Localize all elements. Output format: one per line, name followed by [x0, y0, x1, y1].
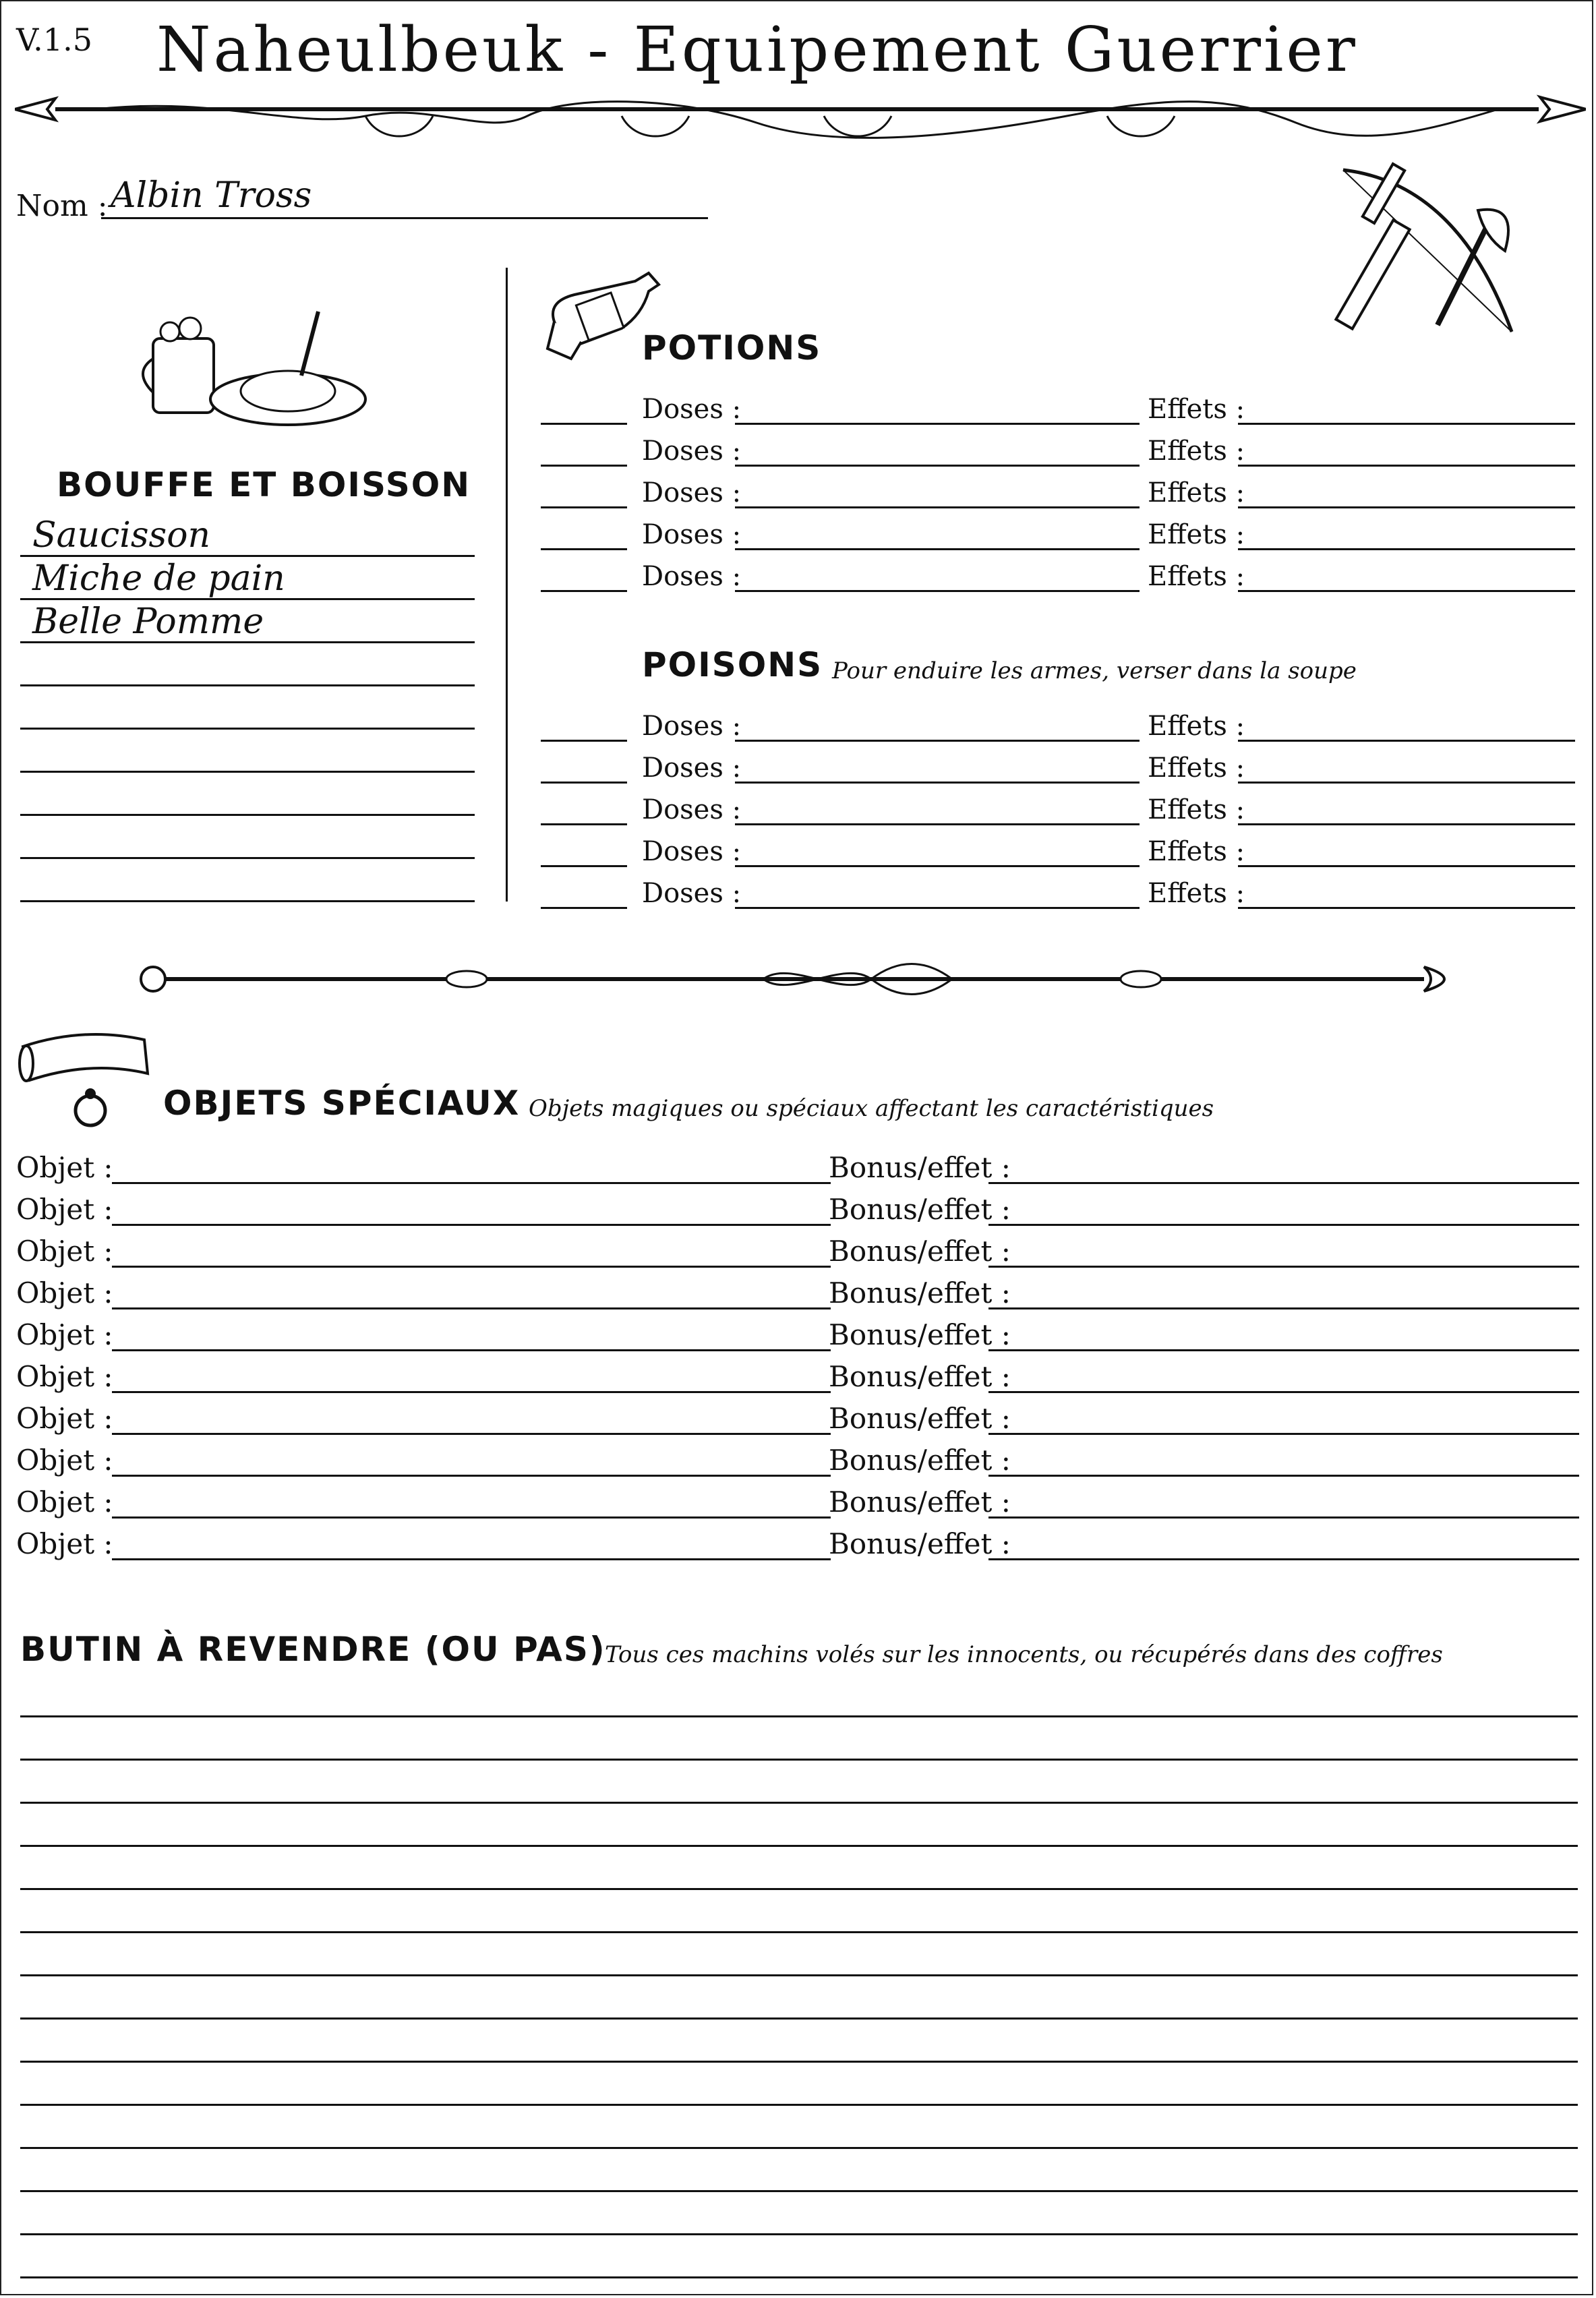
effets-label: Effets : — [1148, 711, 1245, 742]
poisons-subtitle: Pour enduire les armes, verser dans la soupe — [832, 657, 1357, 684]
loot-line[interactable] — [20, 1845, 1578, 1847]
butin-subtitle: Tous ces machins volés sur les innocents, ou récupérés dans des coffres — [605, 1641, 1443, 1668]
food-item-value: Saucisson — [32, 515, 211, 556]
effets-label: Effets : — [1148, 436, 1245, 467]
objet-row[interactable] — [16, 1479, 1579, 1521]
loot-line[interactable] — [20, 1888, 1578, 1890]
doses-label: Doses : — [642, 394, 742, 425]
loot-line[interactable] — [20, 1759, 1578, 1761]
poison-row[interactable] — [541, 870, 1576, 912]
objet-label: Objet : — [16, 1193, 113, 1226]
loot-line[interactable] — [20, 2233, 1578, 2235]
potion-row[interactable] — [541, 469, 1576, 511]
doses-label: Doses : — [642, 836, 742, 867]
poisons-section-title: POISONS — [642, 645, 823, 684]
bonus-label: Bonus/effet : — [829, 1151, 1011, 1184]
doses-label: Doses : — [642, 519, 742, 550]
potion-row[interactable] — [541, 386, 1576, 428]
doses-label: Doses : — [642, 477, 742, 508]
effets-label: Effets : — [1148, 794, 1245, 825]
potion-row[interactable] — [541, 428, 1576, 469]
doses-label: Doses : — [642, 753, 742, 784]
objet-label: Objet : — [16, 1360, 113, 1393]
bonus-label: Bonus/effet : — [829, 1485, 1011, 1519]
effets-label: Effets : — [1148, 477, 1245, 508]
name-label: Nom : — [16, 189, 108, 223]
doses-label: Doses : — [642, 561, 742, 592]
doses-label: Doses : — [642, 436, 742, 467]
objet-row[interactable] — [16, 1396, 1579, 1438]
objet-row[interactable] — [16, 1312, 1579, 1354]
effets-label: Effets : — [1148, 878, 1245, 909]
page-title: Naheulbeuk - Equipement Guerrier — [156, 13, 1358, 86]
potion-row[interactable] — [541, 553, 1576, 595]
objet-row[interactable] — [16, 1187, 1579, 1229]
name-underline — [101, 217, 708, 219]
objet-label: Objet : — [16, 1276, 113, 1309]
effets-label: Effets : — [1148, 519, 1245, 550]
loot-line[interactable] — [20, 2147, 1578, 2149]
tankard-plate-icon — [140, 298, 369, 433]
bonus-label: Bonus/effet : — [829, 1402, 1011, 1435]
potions-section-title: POTIONS — [642, 328, 822, 367]
loot-line[interactable] — [20, 1931, 1578, 1933]
food-item-row[interactable] — [20, 557, 475, 600]
effets-label: Effets : — [1148, 561, 1245, 592]
name-field[interactable]: Albin Tross — [111, 175, 312, 216]
loot-line[interactable] — [20, 1715, 1578, 1717]
food-item-row[interactable] — [20, 686, 475, 730]
objet-row[interactable] — [16, 1229, 1579, 1270]
objet-row[interactable] — [16, 1145, 1579, 1187]
spear-vine-icon — [15, 89, 1586, 143]
objet-label: Objet : — [16, 1527, 113, 1560]
effets-label: Effets : — [1148, 836, 1245, 867]
objet-label: Objet : — [16, 1444, 113, 1477]
bonus-label: Bonus/effet : — [829, 1527, 1011, 1560]
food-item-row[interactable] — [20, 730, 475, 773]
food-item-row[interactable] — [20, 643, 475, 686]
scroll-ring-icon — [16, 1026, 158, 1134]
objet-label: Objet : — [16, 1485, 113, 1519]
effets-label: Effets : — [1148, 394, 1245, 425]
staff-icon — [129, 959, 1465, 999]
objet-row[interactable] — [16, 1521, 1579, 1563]
loot-line[interactable] — [20, 1802, 1578, 1804]
food-item-row[interactable] — [20, 859, 475, 902]
bonus-label: Bonus/effet : — [829, 1318, 1011, 1351]
doses-label: Doses : — [642, 711, 742, 742]
doses-label: Doses : — [642, 794, 742, 825]
poison-row[interactable] — [541, 786, 1576, 828]
butin-section-title: BUTIN À REVENDRE (OU PAS) — [20, 1630, 606, 1669]
objet-row[interactable] — [16, 1438, 1579, 1479]
potion-row[interactable] — [541, 511, 1576, 553]
doses-label: Doses : — [642, 878, 742, 909]
bonus-label: Bonus/effet : — [829, 1235, 1011, 1268]
effets-label: Effets : — [1148, 753, 1245, 784]
objet-label: Objet : — [16, 1151, 113, 1184]
objet-row[interactable] — [16, 1354, 1579, 1396]
objets-section-title: OBJETS SPÉCIAUX — [163, 1084, 521, 1123]
food-section-title: BOUFFE ET BOISSON — [57, 465, 471, 504]
poison-row[interactable] — [541, 744, 1576, 786]
bonus-label: Bonus/effet : — [829, 1360, 1011, 1393]
version-label: V.1.5 — [16, 22, 92, 58]
poison-row[interactable] — [541, 828, 1576, 870]
bonus-label: Bonus/effet : — [829, 1444, 1011, 1477]
food-item-row[interactable] — [20, 514, 475, 557]
food-item-value: Miche de pain — [32, 558, 285, 599]
food-item-row[interactable] — [20, 816, 475, 859]
food-item-value: Belle Pomme — [32, 601, 264, 642]
loot-line[interactable] — [20, 2276, 1578, 2278]
loot-line[interactable] — [20, 1974, 1578, 1976]
column-divider — [506, 268, 508, 902]
poison-row[interactable] — [541, 703, 1576, 744]
food-item-row[interactable] — [20, 773, 475, 816]
objet-label: Objet : — [16, 1402, 113, 1435]
objet-label: Objet : — [16, 1318, 113, 1351]
bonus-label: Bonus/effet : — [829, 1193, 1011, 1226]
objet-row[interactable] — [16, 1270, 1579, 1312]
objets-subtitle: Objets magiques ou spéciaux affectant les caractéristiques — [529, 1095, 1214, 1122]
loot-line[interactable] — [20, 2190, 1578, 2192]
loot-line[interactable] — [20, 2061, 1578, 2063]
loot-line[interactable] — [20, 2104, 1578, 2106]
bonus-label: Bonus/effet : — [829, 1276, 1011, 1309]
loot-line[interactable] — [20, 2017, 1578, 2020]
food-item-row[interactable] — [20, 600, 475, 643]
crossed-sword-axe-bow-icon — [1323, 156, 1525, 345]
objet-label: Objet : — [16, 1235, 113, 1268]
